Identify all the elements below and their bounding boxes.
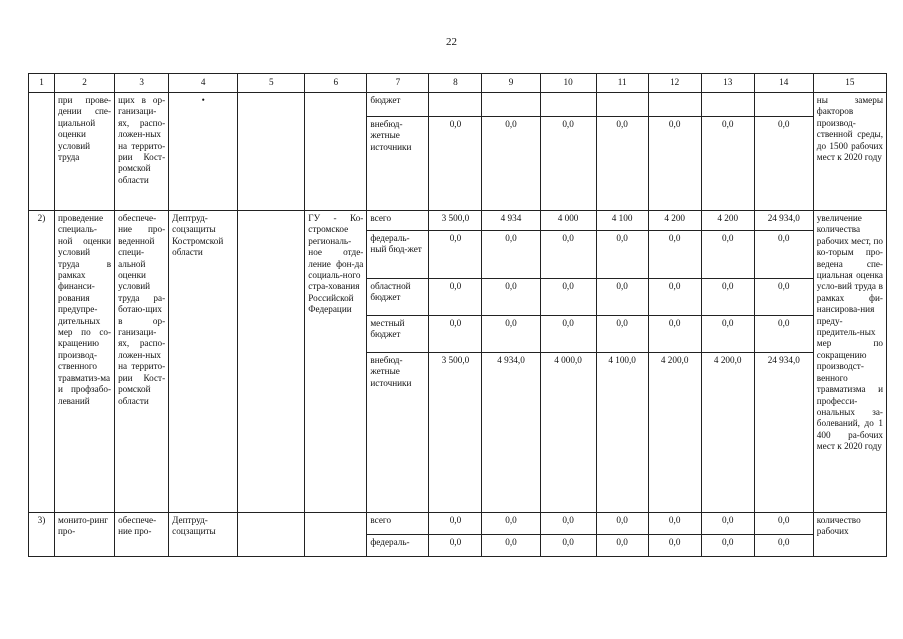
column-header: 5 [238, 74, 305, 93]
value-cell: 0,0 [540, 513, 596, 535]
value-cell: 0,0 [540, 231, 596, 279]
value-cell: 4 200,0 [648, 353, 701, 513]
funding-source-cell: федераль-ный бюд-жет [367, 231, 429, 279]
value-cell: 0,0 [429, 231, 482, 279]
value-cell: 4 934 [482, 211, 540, 231]
value-cell: 0,0 [648, 535, 701, 557]
value-cell: 0,0 [648, 513, 701, 535]
funding-source-cell: внебюд-жетные источники [367, 353, 429, 513]
value-cell: 0,0 [482, 231, 540, 279]
value-cell [596, 93, 648, 117]
value-cell: 0,0 [482, 513, 540, 535]
value-cell: 24 934,0 [754, 211, 813, 231]
value-cell: 0,0 [701, 117, 754, 211]
value-cell [482, 93, 540, 117]
item-number-cell [29, 93, 55, 211]
column-header: 12 [648, 74, 701, 93]
executor-cell: Дептруд-соцзащиты [169, 513, 238, 557]
funding-source-cell: областной бюджет [367, 279, 429, 316]
table-row [29, 513, 887, 535]
value-cell: 0,0 [429, 535, 482, 557]
deadline-cell [238, 211, 305, 513]
value-cell: 0,0 [429, 117, 482, 211]
value-cell: 4 100,0 [596, 353, 648, 513]
value-cell: 0,0 [648, 316, 701, 353]
value-cell: 0,0 [429, 513, 482, 535]
value-cell: 0,0 [648, 231, 701, 279]
value-cell: 0,0 [482, 316, 540, 353]
value-cell: 0,0 [701, 316, 754, 353]
value-cell: 4 000,0 [540, 353, 596, 513]
event-cell: проведение специаль-ной оценки условий труда в рамках финанси-рования предупре-дительных мер по со-кращению производ-ственного травматиз-ма и профзабо-леваний [55, 211, 115, 513]
value-cell: 24 934,0 [754, 353, 813, 513]
column-header: 8 [429, 74, 482, 93]
program-table [28, 73, 887, 557]
value-cell: 0,0 [648, 117, 701, 211]
funding-source-cell: всего [367, 513, 429, 535]
value-cell: 0,0 [596, 231, 648, 279]
participant-cell [305, 513, 367, 557]
value-cell: 0,0 [701, 279, 754, 316]
column-header: 14 [754, 74, 813, 93]
value-cell: 0,0 [596, 117, 648, 211]
value-cell: 0,0 [429, 279, 482, 316]
value-cell: 3 500,0 [429, 353, 482, 513]
value-cell: 4 200 [648, 211, 701, 231]
value-cell: 0,0 [701, 535, 754, 557]
column-header: 13 [701, 74, 754, 93]
value-cell: 4 200 [701, 211, 754, 231]
purpose-cell: щих в ор-ганизаци-ях, распо-ложен-ных на террито-рии Кост-ромской области [115, 93, 169, 211]
table-row [29, 211, 887, 231]
column-header: 6 [305, 74, 367, 93]
value-cell: 0,0 [754, 316, 813, 353]
value-cell: 0,0 [596, 513, 648, 535]
table-row [29, 93, 887, 117]
value-cell: 0,0 [540, 535, 596, 557]
value-cell [648, 93, 701, 117]
value-cell: 0,0 [482, 117, 540, 211]
value-cell: 0,0 [482, 535, 540, 557]
value-cell: 0,0 [596, 316, 648, 353]
value-cell: 3 500,0 [429, 211, 482, 231]
purpose-cell: обеспече-ние про-веденной специ-альной оценки условий труда ра-ботаю-щих в ор-ганизаци-ях, распо-ложен-ных на террито-рии Кост-ромской области [115, 211, 169, 513]
value-cell: 0,0 [754, 535, 813, 557]
page-number: 22 [446, 36, 457, 48]
value-cell: 4 100 [596, 211, 648, 231]
result-cell: ны замеры факторов производ-ственной среды, до 1500 рабочих мест к 2020 году [813, 93, 886, 211]
value-cell: 0,0 [596, 279, 648, 316]
executor-cell: Дептруд-соцзащиты Костромской области [169, 211, 238, 513]
value-cell [701, 93, 754, 117]
value-cell: 0,0 [754, 231, 813, 279]
funding-source-cell: внебюд-жетные источники [367, 117, 429, 211]
deadline-cell [238, 513, 305, 557]
value-cell: 0,0 [429, 316, 482, 353]
column-header: 3 [115, 74, 169, 93]
column-header: 1 [29, 74, 55, 93]
value-cell: 0,0 [754, 513, 813, 535]
value-cell: 4 000 [540, 211, 596, 231]
value-cell: 0,0 [482, 279, 540, 316]
column-header: 4 [169, 74, 238, 93]
value-cell: 0,0 [540, 279, 596, 316]
value-cell: 0,0 [596, 535, 648, 557]
column-header: 7 [367, 74, 429, 93]
purpose-cell: обеспече-ние про- [115, 513, 169, 557]
result-cell: количество рабочих [813, 513, 886, 557]
value-cell: 0,0 [754, 279, 813, 316]
funding-source-cell: бюджет [367, 93, 429, 117]
item-number-cell: 3) [29, 513, 55, 557]
value-cell: 0,0 [754, 117, 813, 211]
column-header: 11 [596, 74, 648, 93]
funding-source-cell: федераль- [367, 535, 429, 557]
funding-source-cell: местный бюджет [367, 316, 429, 353]
deadline-cell [238, 93, 305, 211]
funding-source-cell: всего [367, 211, 429, 231]
value-cell: 0,0 [540, 316, 596, 353]
column-header: 10 [540, 74, 596, 93]
participant-cell [305, 93, 367, 211]
value-cell: 0,0 [648, 279, 701, 316]
column-header: 9 [482, 74, 540, 93]
column-header: 2 [55, 74, 115, 93]
value-cell [429, 93, 482, 117]
executor-cell: • [169, 93, 238, 211]
column-header: 15 [813, 74, 886, 93]
value-cell: 0,0 [701, 231, 754, 279]
participant-cell: ГУ - Ко-стромское региональ-ное отде-ление фон-да социаль-ного стра-хования Российской Федерации [305, 211, 367, 513]
value-cell [754, 93, 813, 117]
value-cell: 4 934,0 [482, 353, 540, 513]
result-cell: увеличение количества рабочих мест, по ко-торым про-ведена спе-циальная оценка усло-вий труда в рамках фи-нансирова-ния преду-предитель-ных мер по сокращению производст-венного травматизма и професси-ональных за-болеваний, до 1 400 ра-бочих мест к 2020 году [813, 211, 886, 513]
value-cell: 0,0 [540, 117, 596, 211]
column-number-row [29, 74, 887, 93]
item-number-cell: 2) [29, 211, 55, 513]
value-cell: 4 200,0 [701, 353, 754, 513]
event-cell: при прове-дении спе-циальной оценки условий труда [55, 93, 115, 211]
event-cell: монито-ринг про- [55, 513, 115, 557]
value-cell: 0,0 [701, 513, 754, 535]
value-cell [540, 93, 596, 117]
